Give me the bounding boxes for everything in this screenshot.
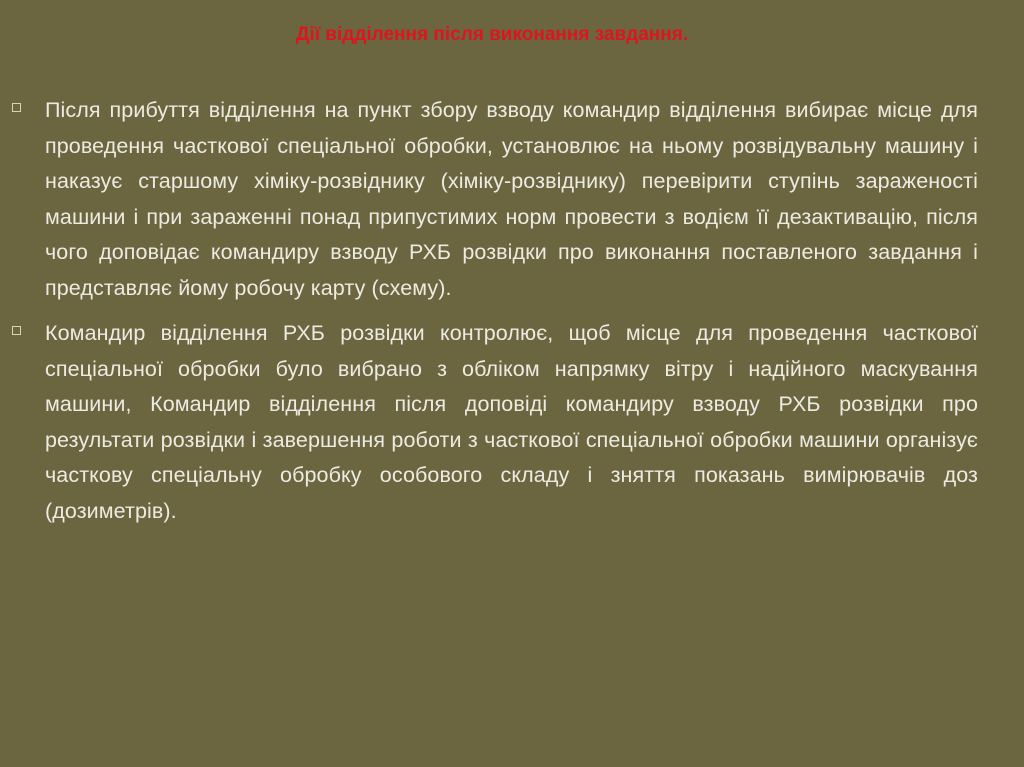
- bullet-text: Командир відділення РХБ розвідки контролює, щоб місце для проведення часткової спеціальної обробки було вибрано з обліком напрямку вітру і надійного маскування машини, Командир відділення після доповіді командиру взводу РХБ розвідки про результати розвідки і завершення роботи з часткової спеціальної обробки машини організує часткову спеціальну обробку особового складу і зняття показань вимірювачів доз (дозиметрів).: [45, 321, 978, 523]
- bullet-item: [12, 93, 978, 306]
- bullet-text: Після прибуття відділення на пункт збору взводу командир відділення вибирає місце для проведення часткової спеціальної обробки, установлює на ньому розвідувальну машину і наказує старшому хіміку-розвіднику (хіміку-розвіднику) перевірити ступінь зараженості машини і при зараженні понад припустимих норм провести з водієм її дезактивацію, після чого доповідає командиру взводу РХБ розвідки про виконання поставленого завдання і представляє йому робочу карту (схему).: [45, 98, 978, 300]
- hollow-square-bullet-icon: [12, 326, 21, 335]
- hollow-square-bullet-icon: [12, 103, 21, 112]
- slide-title: Дії відділення після виконання завдання.: [295, 24, 689, 45]
- bullet-list: [12, 93, 978, 539]
- bullet-item: [12, 316, 978, 529]
